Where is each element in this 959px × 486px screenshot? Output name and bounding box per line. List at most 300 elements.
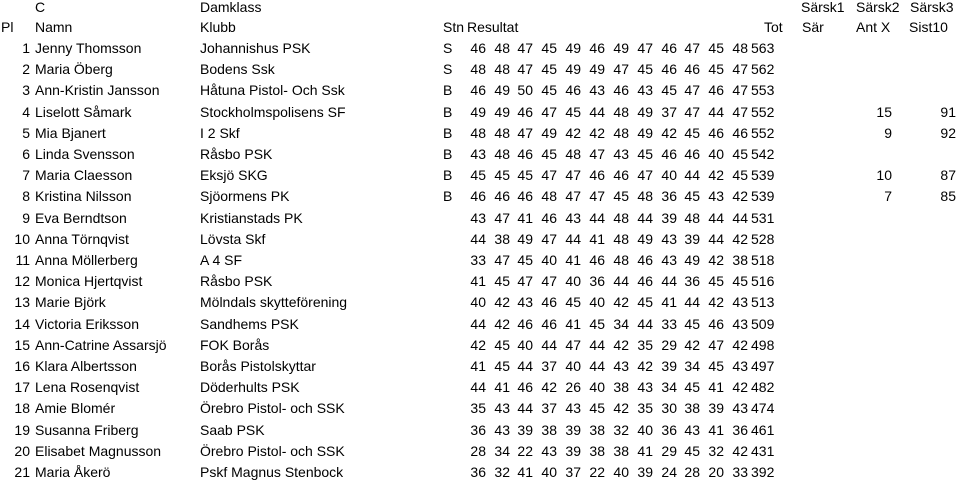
cell-series-score: 43 xyxy=(494,421,510,438)
cell-series-score: 46 xyxy=(589,167,605,184)
cell-name: Victoria Eriksson xyxy=(35,315,140,332)
cell-total: 392 xyxy=(751,464,775,480)
cell-series-score: 42 xyxy=(732,442,748,459)
header-c: C xyxy=(35,0,46,15)
cell-ant-x: 7 xyxy=(884,188,892,205)
cell-total: 461 xyxy=(751,421,775,438)
cell-series-score: 44 xyxy=(589,358,605,374)
cell-series-score: 48 xyxy=(613,124,629,141)
cell-club: Råsbo PSK xyxy=(200,273,273,290)
cell-series-score: 40 xyxy=(589,379,605,396)
cell-club: Kristianstads PK xyxy=(200,209,303,226)
cell-series-score: 48 xyxy=(494,124,510,141)
cell-station: B xyxy=(443,167,453,184)
cell-series-score: 48 xyxy=(565,146,581,162)
cell-series-score: 46 xyxy=(613,167,629,184)
cell-series-score: 48 xyxy=(494,61,510,78)
cell-series-score: 45 xyxy=(732,146,748,162)
cell-total: 513 xyxy=(751,294,775,311)
cell-series-score: 40 xyxy=(589,294,605,311)
cell-ant-x: 9 xyxy=(884,124,892,141)
cell-series-score: 47 xyxy=(589,146,605,162)
cell-series-score: 43 xyxy=(565,400,581,417)
cell-series-score: 49 xyxy=(637,230,653,247)
cell-series-score: 45 xyxy=(541,61,557,78)
cell-series-score: 43 xyxy=(541,442,557,459)
cell-series-score: 47 xyxy=(541,273,557,290)
cell-series-score: 45 xyxy=(494,336,510,353)
cell-total: 509 xyxy=(751,315,775,332)
header-ant-x: Ant X xyxy=(856,19,891,35)
cell-series-score: 48 xyxy=(732,40,748,56)
cell-series-score: 34 xyxy=(613,315,629,332)
cell-series-score: 47 xyxy=(494,209,510,226)
cell-series-score: 47 xyxy=(565,167,581,184)
cell-series-score: 44 xyxy=(637,315,653,332)
cell-series-score: 36 xyxy=(470,464,486,480)
cell-series-score: 32 xyxy=(708,442,724,459)
cell-series-score: 38 xyxy=(589,442,605,459)
cell-series-score: 42 xyxy=(470,336,486,353)
cell-series-score: 47 xyxy=(517,40,533,56)
cell-series-score: 44 xyxy=(708,230,724,247)
cell-club: Stockholmspolisens SF xyxy=(200,103,346,120)
cell-name: Linda Svensson xyxy=(35,146,135,162)
cell-series-score: 45 xyxy=(613,188,629,205)
cell-club: I 2 Skf xyxy=(200,124,240,141)
cell-series-score: 39 xyxy=(637,464,653,480)
cell-series-score: 42 xyxy=(613,336,629,353)
cell-placement: 15 xyxy=(14,336,30,353)
cell-series-score: 41 xyxy=(517,464,533,480)
cell-series-score: 46 xyxy=(661,40,677,56)
cell-series-score: 46 xyxy=(661,61,677,78)
cell-placement: 17 xyxy=(14,379,30,396)
cell-series-score: 35 xyxy=(637,336,653,353)
cell-series-score: 41 xyxy=(470,358,486,374)
cell-series-score: 40 xyxy=(661,167,677,184)
cell-series-score: 45 xyxy=(708,61,724,78)
cell-series-score: 48 xyxy=(494,146,510,162)
cell-series-score: 42 xyxy=(613,400,629,417)
cell-series-score: 40 xyxy=(565,358,581,374)
cell-series-score: 44 xyxy=(470,379,486,396)
header-pl: Pl xyxy=(1,19,14,35)
cell-total: 539 xyxy=(751,188,775,205)
cell-series-score: 32 xyxy=(613,421,629,438)
cell-series-score: 34 xyxy=(661,379,677,396)
cell-series-score: 33 xyxy=(732,464,748,480)
cell-series-score: 46 xyxy=(708,124,724,141)
cell-name: Amie Blomér xyxy=(35,400,116,417)
cell-series-score: 45 xyxy=(494,273,510,290)
cell-club: Råsbo PSK xyxy=(200,146,273,162)
cell-series-score: 46 xyxy=(708,82,724,99)
cell-series-score: 45 xyxy=(684,379,700,396)
table-row xyxy=(0,208,959,229)
cell-club: Eksjö SKG xyxy=(200,167,268,184)
cell-series-score: 44 xyxy=(661,273,677,290)
cell-series-score: 46 xyxy=(517,103,533,120)
cell-series-score: 38 xyxy=(613,442,629,459)
header-klubb: Klubb xyxy=(200,19,236,35)
cell-series-score: 26 xyxy=(565,379,581,396)
cell-station: B xyxy=(443,146,453,162)
table-row xyxy=(0,314,959,335)
cell-sist10: 91 xyxy=(940,103,956,120)
cell-series-score: 45 xyxy=(494,358,510,374)
cell-series-score: 41 xyxy=(470,273,486,290)
cell-series-score: 46 xyxy=(517,188,533,205)
cell-series-score: 44 xyxy=(470,315,486,332)
cell-series-score: 46 xyxy=(517,146,533,162)
cell-series-score: 45 xyxy=(708,40,724,56)
cell-series-score: 40 xyxy=(708,146,724,162)
cell-series-score: 47 xyxy=(708,336,724,353)
table-row xyxy=(0,377,959,398)
cell-series-score: 45 xyxy=(517,252,533,268)
cell-series-score: 43 xyxy=(732,358,748,374)
cell-series-score: 45 xyxy=(708,358,724,374)
cell-series-score: 46 xyxy=(637,273,653,290)
cell-placement: 18 xyxy=(14,400,30,417)
cell-station: S xyxy=(443,40,453,56)
cell-series-score: 38 xyxy=(613,379,629,396)
cell-total: 518 xyxy=(751,252,775,268)
cell-series-score: 44 xyxy=(470,230,486,247)
cell-series-score: 43 xyxy=(517,294,533,311)
cell-series-score: 45 xyxy=(541,146,557,162)
cell-name: Maria Öberg xyxy=(35,61,113,78)
table-row xyxy=(0,441,959,462)
cell-series-score: 43 xyxy=(470,146,486,162)
cell-series-score: 41 xyxy=(517,209,533,226)
cell-series-score: 50 xyxy=(517,82,533,99)
cell-series-score: 47 xyxy=(541,230,557,247)
cell-club: Sjöormens PK xyxy=(200,188,290,205)
cell-series-score: 36 xyxy=(684,273,700,290)
cell-series-score: 40 xyxy=(541,464,557,480)
header-row-2 xyxy=(0,17,959,38)
cell-series-score: 36 xyxy=(661,188,677,205)
cell-placement: 19 xyxy=(14,421,30,438)
table-row xyxy=(0,229,959,250)
cell-total: 531 xyxy=(751,209,775,226)
cell-series-score: 44 xyxy=(637,209,653,226)
cell-series-score: 43 xyxy=(589,82,605,99)
cell-series-score: 39 xyxy=(708,400,724,417)
cell-placement: 12 xyxy=(14,273,30,290)
cell-series-score: 42 xyxy=(589,124,605,141)
cell-series-score: 45 xyxy=(589,400,605,417)
cell-series-score: 24 xyxy=(661,464,677,480)
cell-series-score: 46 xyxy=(470,188,486,205)
cell-series-score: 48 xyxy=(637,188,653,205)
cell-series-score: 43 xyxy=(708,188,724,205)
cell-placement: 1 xyxy=(22,40,30,56)
cell-series-score: 32 xyxy=(494,464,510,480)
cell-series-score: 46 xyxy=(637,252,653,268)
cell-total: 563 xyxy=(751,40,775,56)
cell-series-score: 35 xyxy=(470,400,486,417)
cell-placement: 9 xyxy=(22,209,30,226)
cell-name: Liselott Såmark xyxy=(35,103,132,120)
cell-series-score: 49 xyxy=(565,40,581,56)
cell-series-score: 42 xyxy=(565,124,581,141)
cell-series-score: 43 xyxy=(732,294,748,311)
cell-placement: 8 xyxy=(22,188,30,205)
cell-series-score: 39 xyxy=(565,421,581,438)
cell-series-score: 47 xyxy=(517,61,533,78)
cell-series-score: 46 xyxy=(684,146,700,162)
cell-series-score: 33 xyxy=(661,315,677,332)
cell-series-score: 42 xyxy=(494,315,510,332)
header-namn: Namn xyxy=(35,19,73,35)
cell-series-score: 44 xyxy=(684,167,700,184)
cell-series-score: 47 xyxy=(541,167,557,184)
cell-name: Monica Hjertqvist xyxy=(35,273,143,290)
cell-series-score: 49 xyxy=(541,124,557,141)
cell-club: Borås Pistolskyttar xyxy=(200,358,316,374)
table-row xyxy=(0,398,959,419)
cell-series-score: 42 xyxy=(684,336,700,353)
cell-series-score: 42 xyxy=(708,294,724,311)
header-sist10: Sist10 xyxy=(909,19,948,35)
cell-series-score: 41 xyxy=(708,379,724,396)
cell-series-score: 43 xyxy=(637,82,653,99)
cell-series-score: 47 xyxy=(732,61,748,78)
cell-series-score: 36 xyxy=(661,421,677,438)
cell-total: 553 xyxy=(751,82,775,99)
header-resultat: Resultat xyxy=(467,19,519,35)
cell-name: Lena Rosenqvist xyxy=(35,379,140,396)
cell-placement: 5 xyxy=(22,124,30,141)
cell-series-score: 46 xyxy=(517,379,533,396)
cell-total: 539 xyxy=(751,167,775,184)
cell-club: Johannishus PSK xyxy=(200,40,311,56)
cell-series-score: 47 xyxy=(684,103,700,120)
cell-series-score: 43 xyxy=(470,209,486,226)
cell-name: Maria Åkerö xyxy=(35,464,111,480)
cell-name: Elisabet Magnusson xyxy=(35,442,162,459)
cell-series-score: 45 xyxy=(637,146,653,162)
cell-series-score: 48 xyxy=(684,209,700,226)
cell-club: FOK Borås xyxy=(200,336,270,353)
cell-series-score: 45 xyxy=(470,167,486,184)
cell-series-score: 44 xyxy=(589,209,605,226)
cell-club: Pskf Magnus Stenbock xyxy=(200,464,344,480)
cell-series-score: 48 xyxy=(541,188,557,205)
cell-series-score: 46 xyxy=(541,315,557,332)
cell-series-score: 40 xyxy=(541,252,557,268)
header-sarsk3: Särsk3 xyxy=(910,0,954,15)
cell-series-score: 44 xyxy=(541,336,557,353)
cell-series-score: 41 xyxy=(565,315,581,332)
cell-series-score: 46 xyxy=(541,209,557,226)
table-row xyxy=(0,165,959,186)
cell-club: Örebro Pistol- och SSK xyxy=(200,400,345,417)
cell-total: 528 xyxy=(751,230,775,247)
cell-series-score: 42 xyxy=(613,294,629,311)
cell-station: B xyxy=(443,82,453,99)
cell-sist10: 85 xyxy=(940,188,956,205)
cell-series-score: 46 xyxy=(732,124,748,141)
cell-series-score: 45 xyxy=(517,167,533,184)
cell-series-score: 40 xyxy=(517,336,533,353)
cell-series-score: 44 xyxy=(589,336,605,353)
cell-series-score: 44 xyxy=(708,103,724,120)
header-sarsk1: Särsk1 xyxy=(801,0,845,15)
cell-series-score: 40 xyxy=(613,464,629,480)
cell-series-score: 46 xyxy=(589,252,605,268)
cell-placement: 4 xyxy=(22,103,30,120)
cell-series-score: 47 xyxy=(565,188,581,205)
cell-series-score: 46 xyxy=(661,146,677,162)
cell-series-score: 38 xyxy=(732,252,748,268)
cell-series-score: 43 xyxy=(661,230,677,247)
cell-name: Eva Berndtson xyxy=(35,209,127,226)
cell-series-score: 49 xyxy=(565,61,581,78)
cell-series-score: 43 xyxy=(637,379,653,396)
cell-series-score: 44 xyxy=(565,230,581,247)
cell-series-score: 47 xyxy=(684,82,700,99)
cell-series-score: 42 xyxy=(708,252,724,268)
cell-total: 431 xyxy=(751,442,775,459)
cell-series-score: 44 xyxy=(732,209,748,226)
cell-series-score: 46 xyxy=(470,40,486,56)
header-damklass: Damklass xyxy=(200,0,262,15)
cell-series-score: 42 xyxy=(637,358,653,374)
table-row xyxy=(0,250,959,271)
cell-series-score: 45 xyxy=(661,82,677,99)
cell-series-score: 43 xyxy=(661,252,677,268)
cell-series-score: 46 xyxy=(565,82,581,99)
cell-station: S xyxy=(443,61,453,78)
cell-name: Marie Björk xyxy=(35,294,106,311)
cell-series-score: 45 xyxy=(637,61,653,78)
cell-series-score: 34 xyxy=(494,442,510,459)
cell-series-score: 45 xyxy=(637,294,653,311)
cell-series-score: 47 xyxy=(517,273,533,290)
cell-name: Ann-Kristin Jansson xyxy=(35,82,160,99)
cell-series-score: 46 xyxy=(541,294,557,311)
cell-series-score: 42 xyxy=(732,379,748,396)
cell-series-score: 45 xyxy=(565,294,581,311)
cell-ant-x: 10 xyxy=(876,167,892,184)
cell-series-score: 36 xyxy=(470,421,486,438)
cell-series-score: 49 xyxy=(637,124,653,141)
cell-series-score: 39 xyxy=(661,209,677,226)
cell-series-score: 49 xyxy=(494,103,510,120)
table-row xyxy=(0,462,959,483)
cell-series-score: 47 xyxy=(565,336,581,353)
cell-series-score: 44 xyxy=(517,358,533,374)
cell-total: 474 xyxy=(751,400,775,417)
cell-series-score: 39 xyxy=(565,442,581,459)
cell-series-score: 48 xyxy=(613,230,629,247)
cell-series-score: 37 xyxy=(661,103,677,120)
cell-series-score: 39 xyxy=(517,421,533,438)
table-row xyxy=(0,38,959,59)
cell-series-score: 45 xyxy=(684,124,700,141)
cell-series-score: 47 xyxy=(637,40,653,56)
cell-total: 516 xyxy=(751,273,775,290)
cell-series-score: 28 xyxy=(684,464,700,480)
cell-series-score: 43 xyxy=(684,421,700,438)
cell-series-score: 49 xyxy=(517,230,533,247)
cell-series-score: 22 xyxy=(517,442,533,459)
cell-series-score: 46 xyxy=(684,61,700,78)
cell-series-score: 41 xyxy=(589,230,605,247)
cell-series-score: 48 xyxy=(470,61,486,78)
table-row xyxy=(0,335,959,356)
header-stn: Stn xyxy=(443,19,465,35)
cell-series-score: 44 xyxy=(684,294,700,311)
cell-placement: 14 xyxy=(14,315,30,332)
cell-club: A 4 SF xyxy=(200,252,243,268)
cell-series-score: 46 xyxy=(494,188,510,205)
cell-series-score: 45 xyxy=(565,103,581,120)
cell-series-score: 48 xyxy=(494,40,510,56)
cell-name: Kristina Nilsson xyxy=(35,188,132,205)
table-row xyxy=(0,102,959,123)
cell-series-score: 41 xyxy=(565,252,581,268)
cell-series-score: 37 xyxy=(565,464,581,480)
cell-series-score: 39 xyxy=(684,230,700,247)
cell-series-score: 40 xyxy=(470,294,486,311)
cell-series-score: 38 xyxy=(684,400,700,417)
cell-name: Anna Möllerberg xyxy=(35,252,138,268)
cell-series-score: 30 xyxy=(661,400,677,417)
cell-club: Örebro Pistol- och SSK xyxy=(200,442,345,459)
cell-series-score: 45 xyxy=(684,442,700,459)
cell-placement: 6 xyxy=(22,146,30,162)
cell-series-score: 42 xyxy=(708,167,724,184)
cell-series-score: 45 xyxy=(708,273,724,290)
cell-name: Maria Claesson xyxy=(35,167,133,184)
cell-series-score: 43 xyxy=(494,400,510,417)
table-row xyxy=(0,186,959,207)
cell-series-score: 48 xyxy=(613,209,629,226)
cell-club: Bodens Ssk xyxy=(200,61,275,78)
cell-series-score: 47 xyxy=(637,167,653,184)
cell-series-score: 45 xyxy=(732,167,748,184)
cell-name: Anna Törnqvist xyxy=(35,230,129,247)
cell-series-score: 42 xyxy=(732,188,748,205)
cell-total: 497 xyxy=(751,358,775,374)
cell-series-score: 40 xyxy=(565,273,581,290)
cell-club: Saab PSK xyxy=(200,421,265,438)
cell-placement: 11 xyxy=(15,252,30,268)
cell-series-score: 48 xyxy=(613,103,629,120)
cell-ant-x: 15 xyxy=(876,103,892,120)
cell-series-score: 41 xyxy=(494,379,510,396)
table-row xyxy=(0,59,959,80)
cell-placement: 20 xyxy=(14,442,30,459)
cell-series-score: 47 xyxy=(541,103,557,120)
cell-club: Döderhults PSK xyxy=(200,379,300,396)
cell-series-score: 48 xyxy=(613,252,629,268)
cell-series-score: 49 xyxy=(470,103,486,120)
cell-series-score: 45 xyxy=(541,82,557,99)
cell-sist10: 87 xyxy=(940,167,956,184)
cell-series-score: 29 xyxy=(661,336,677,353)
cell-series-score: 34 xyxy=(684,358,700,374)
cell-series-score: 44 xyxy=(589,103,605,120)
cell-club: Mölndals skytteförening xyxy=(200,294,348,311)
cell-series-score: 35 xyxy=(637,400,653,417)
cell-series-score: 48 xyxy=(470,124,486,141)
